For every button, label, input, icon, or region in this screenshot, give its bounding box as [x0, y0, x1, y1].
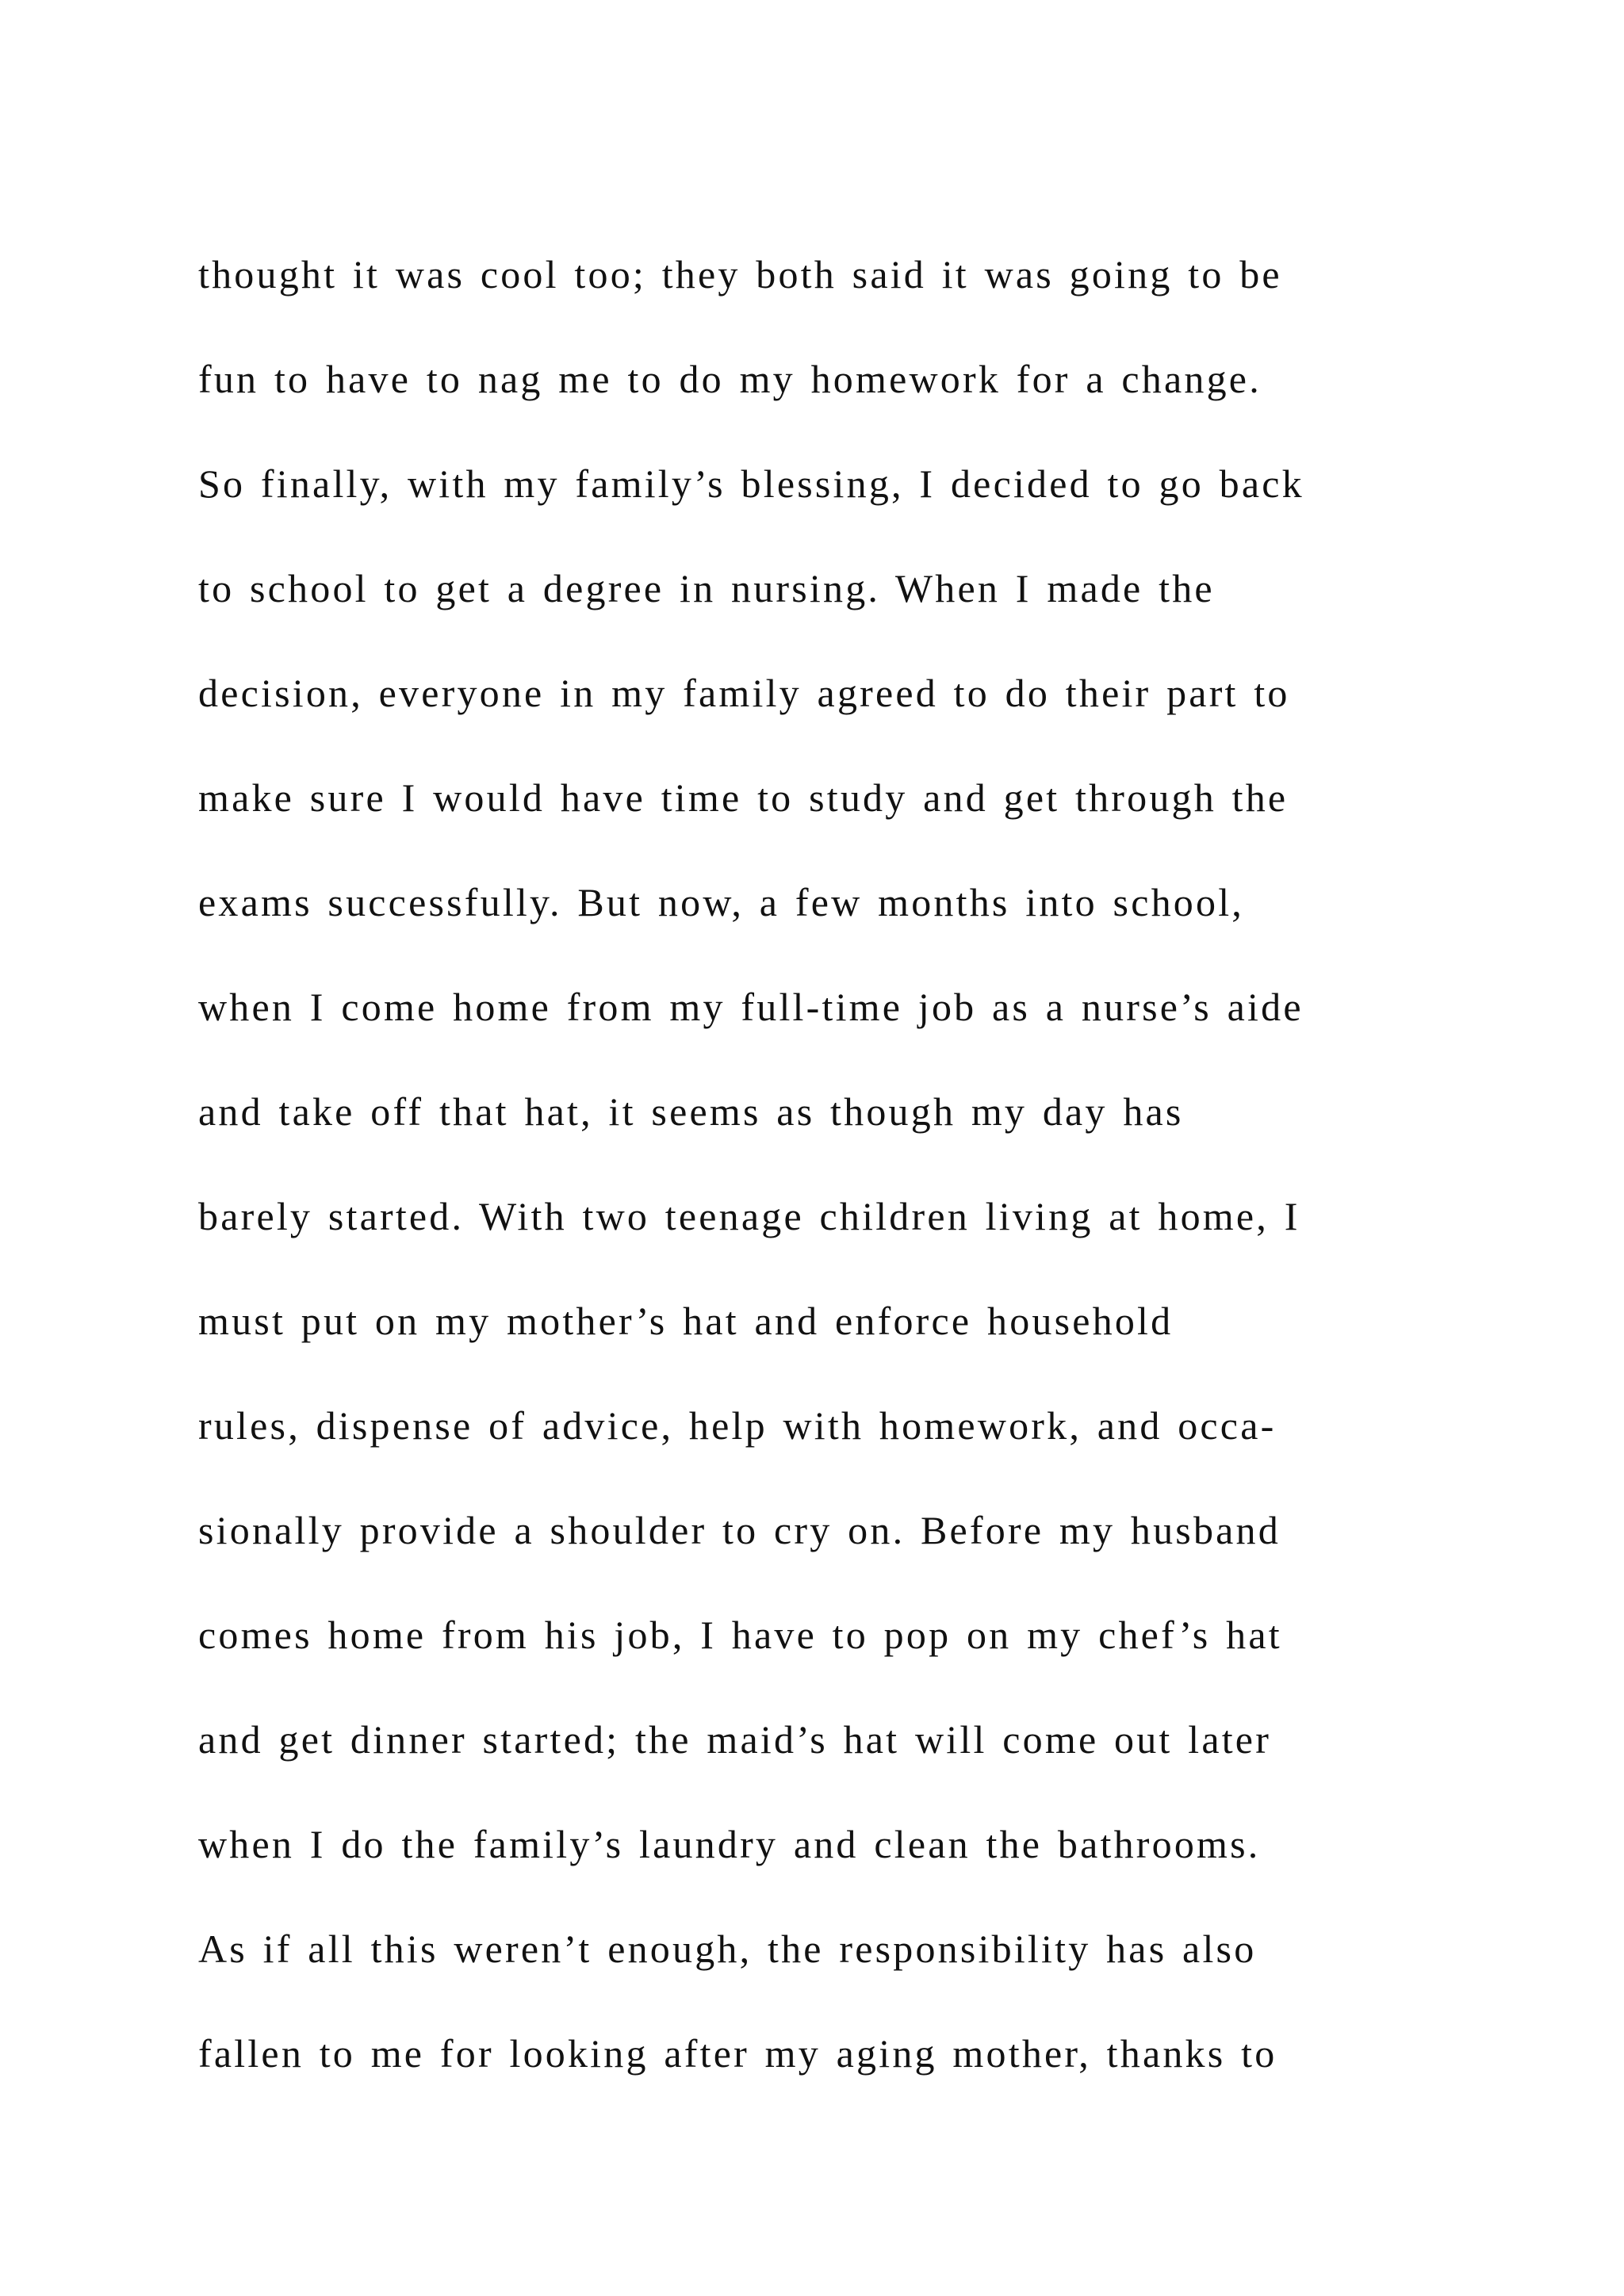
text-line: fallen to me for looking after my aging mother, thanks to [198, 2031, 1277, 2076]
text-line: to school to get a degree in nursing. When I made the [198, 566, 1215, 610]
body-text [198, 246, 1562, 2130]
text-line: when I do the family’s laundry and clean the bathrooms. [198, 1822, 1261, 1866]
text-line: fun to have to nag me to do my homework for a change. [198, 357, 1262, 401]
text-line: rules, dispense of advice, help with homework, and occa- [198, 1403, 1277, 1448]
text-line: sionally provide a shoulder to cry on. Before my husband [198, 1508, 1281, 1552]
text-line: must put on my mother’s hat and enforce household [198, 1299, 1174, 1343]
text-line: As if all this weren’t enough, the responsibility has also [198, 1927, 1257, 1971]
text-line: when I come home from my full-time job as a nurse’s aide [198, 985, 1304, 1029]
text-line: exams successfully. But now, a few months into school, [198, 880, 1244, 924]
text-line: thought it was cool too; they both said it was going to be [198, 252, 1282, 297]
text-line: So finally, with my family’s blessing, I decided to go back [198, 461, 1304, 506]
text-line: comes home from his job, I have to pop on my chef’s hat [198, 1613, 1282, 1657]
text-line: and take off that hat, it seems as though my day has [198, 1089, 1184, 1134]
text-line: and get dinner started; the maid’s hat will come out later [198, 1717, 1272, 1762]
text-line: decision, everyone in my family agreed to do their part to [198, 671, 1290, 715]
text-line: make sure I would have time to study and get through the [198, 775, 1289, 820]
text-line: barely started. With two teenage children living at home, I [198, 1194, 1300, 1238]
